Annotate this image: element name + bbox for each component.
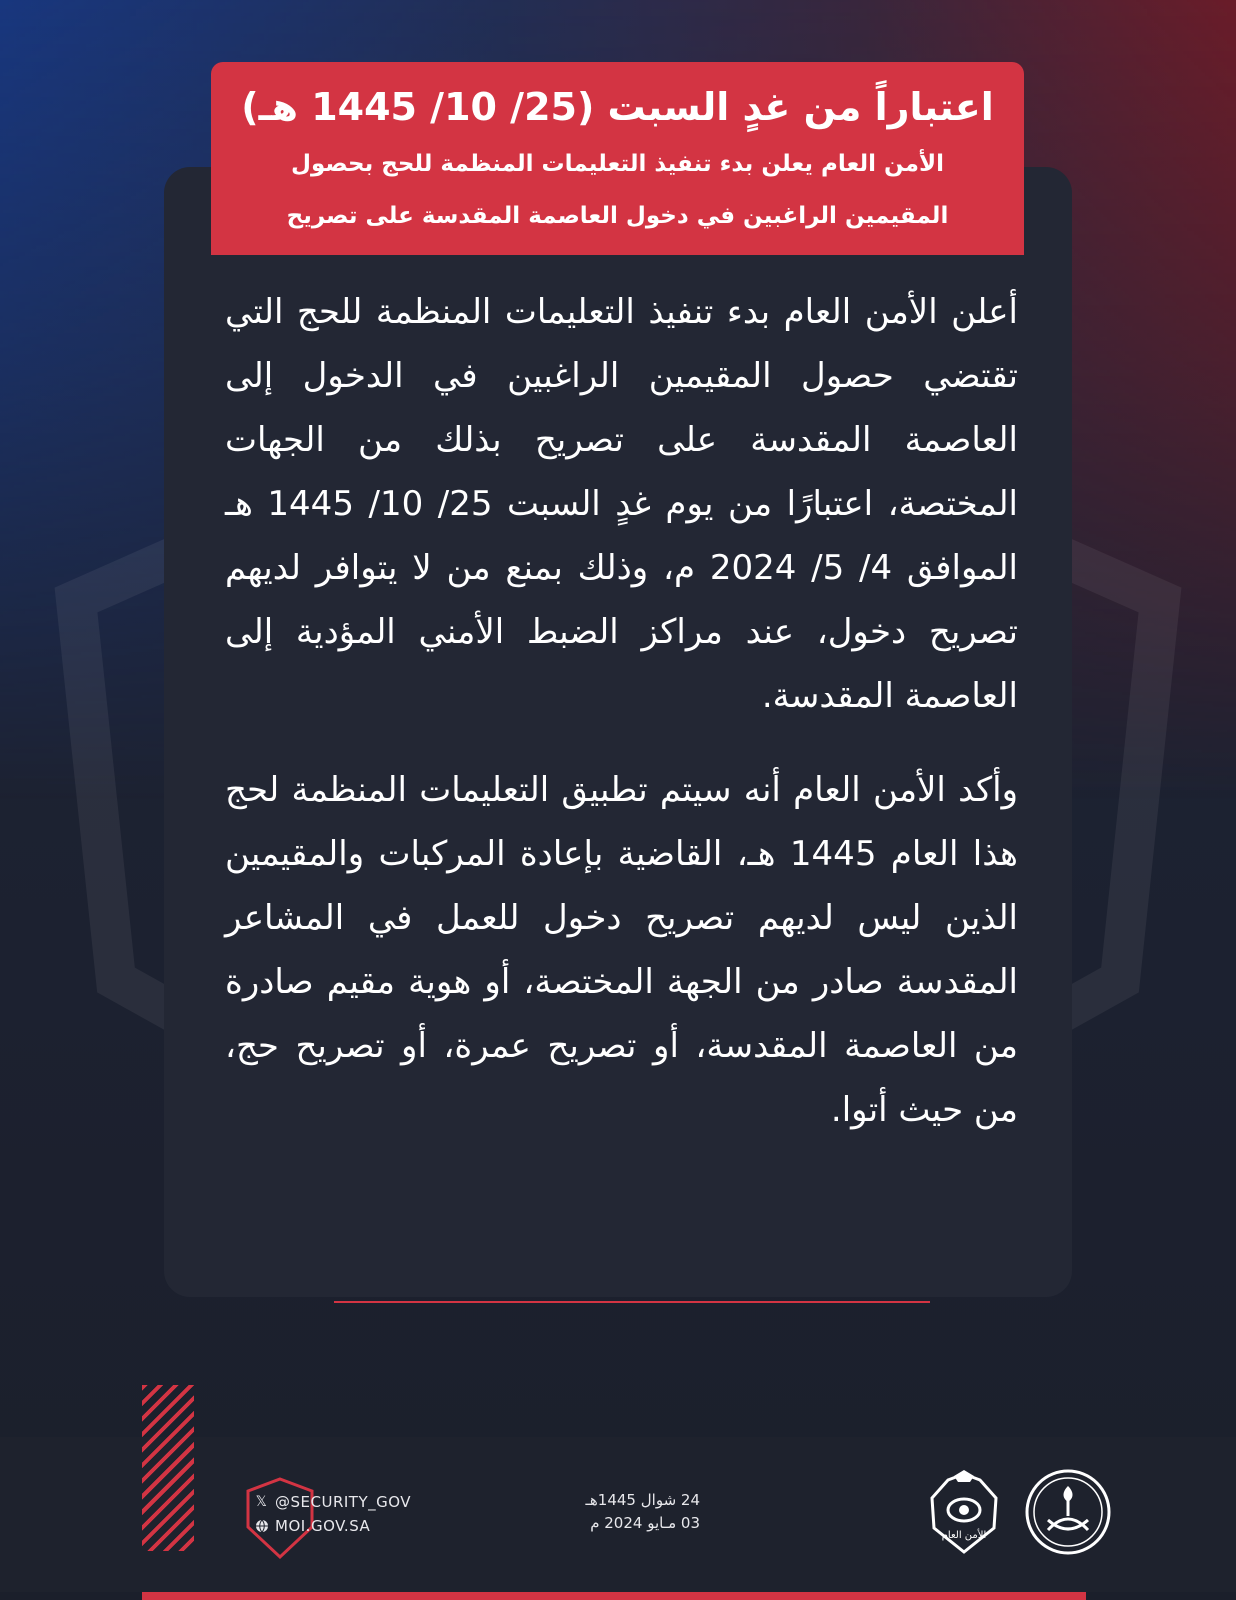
article-body: [225, 280, 1018, 1142]
divider-line: [334, 1301, 930, 1303]
date-hijri: 24 شوال 1445هـ: [585, 1491, 700, 1509]
article-paragraph-2: وأكد الأمن العام أنه سيتم تطبيق التعليمات المنظمة لحج هذا العام 1445 هـ، القاضية بإعادة المركبات والمقيمين الذين ليس لديهم تصريح دخول للعمل في المشاعر المقدسة صادر من الجهة المختصة، أو هوية مقيم صادرة من العاصمة المقدسة، أو تصريح عمرة، أو تصريح حج، من حيث أتوا.: [225, 770, 1018, 1130]
x-icon: 𝕏: [255, 1493, 268, 1510]
saudi-emblem-icon: [1024, 1468, 1112, 1556]
x-handle-link[interactable]: [254, 1493, 411, 1511]
headline-banner: [211, 62, 1024, 255]
publication-date: [560, 1489, 700, 1535]
social-links: [242, 1475, 442, 1555]
headline-subtitle-line1: الأمن العام يعلن بدء تنفيذ التعليمات المنظمة للحج بحصول: [290, 151, 944, 177]
public-security-logo-text: الأمن العام: [941, 1530, 987, 1541]
website-link[interactable]: [254, 1517, 370, 1535]
article-paragraph-1: أعلن الأمن العام بدء تنفيذ التعليمات المنظمة للحج التي تقتضي حصول المقيمين الراغبين في الدخول إلى العاصمة المقدسة على تصريح بذلك من الجهات المختصة، اعتبارًا من يوم غدٍ السبت 25/ 10/ 1445 هـ الموافق 4/ 5/ 2024 م، وذلك بمنع من لا يتوافر لديهم تصريح دخول، عند مراكز الضبط الأمني المؤدية إلى العاصمة المقدسة.: [225, 292, 1019, 716]
date-gregorian: 03 مـايو 2024 م: [590, 1514, 700, 1532]
public-security-emblem-icon: [920, 1468, 1008, 1556]
headline-subtitle-line2: المقيمين الراغبين في دخول العاصمة المقدسة على تصريح: [286, 203, 949, 229]
bottom-accent-bar: [142, 1592, 1086, 1600]
headline-subtitle: [235, 138, 1000, 242]
headline-title: اعتباراً من غدٍ السبت (25/ 10/ 1445 هـ): [241, 85, 994, 129]
stripes-decoration: [142, 1385, 194, 1551]
x-handle: @SECURITY_GOV: [275, 1493, 412, 1511]
website-url: MOI.GOV.SA: [275, 1517, 371, 1535]
globe-icon: [254, 1519, 269, 1534]
